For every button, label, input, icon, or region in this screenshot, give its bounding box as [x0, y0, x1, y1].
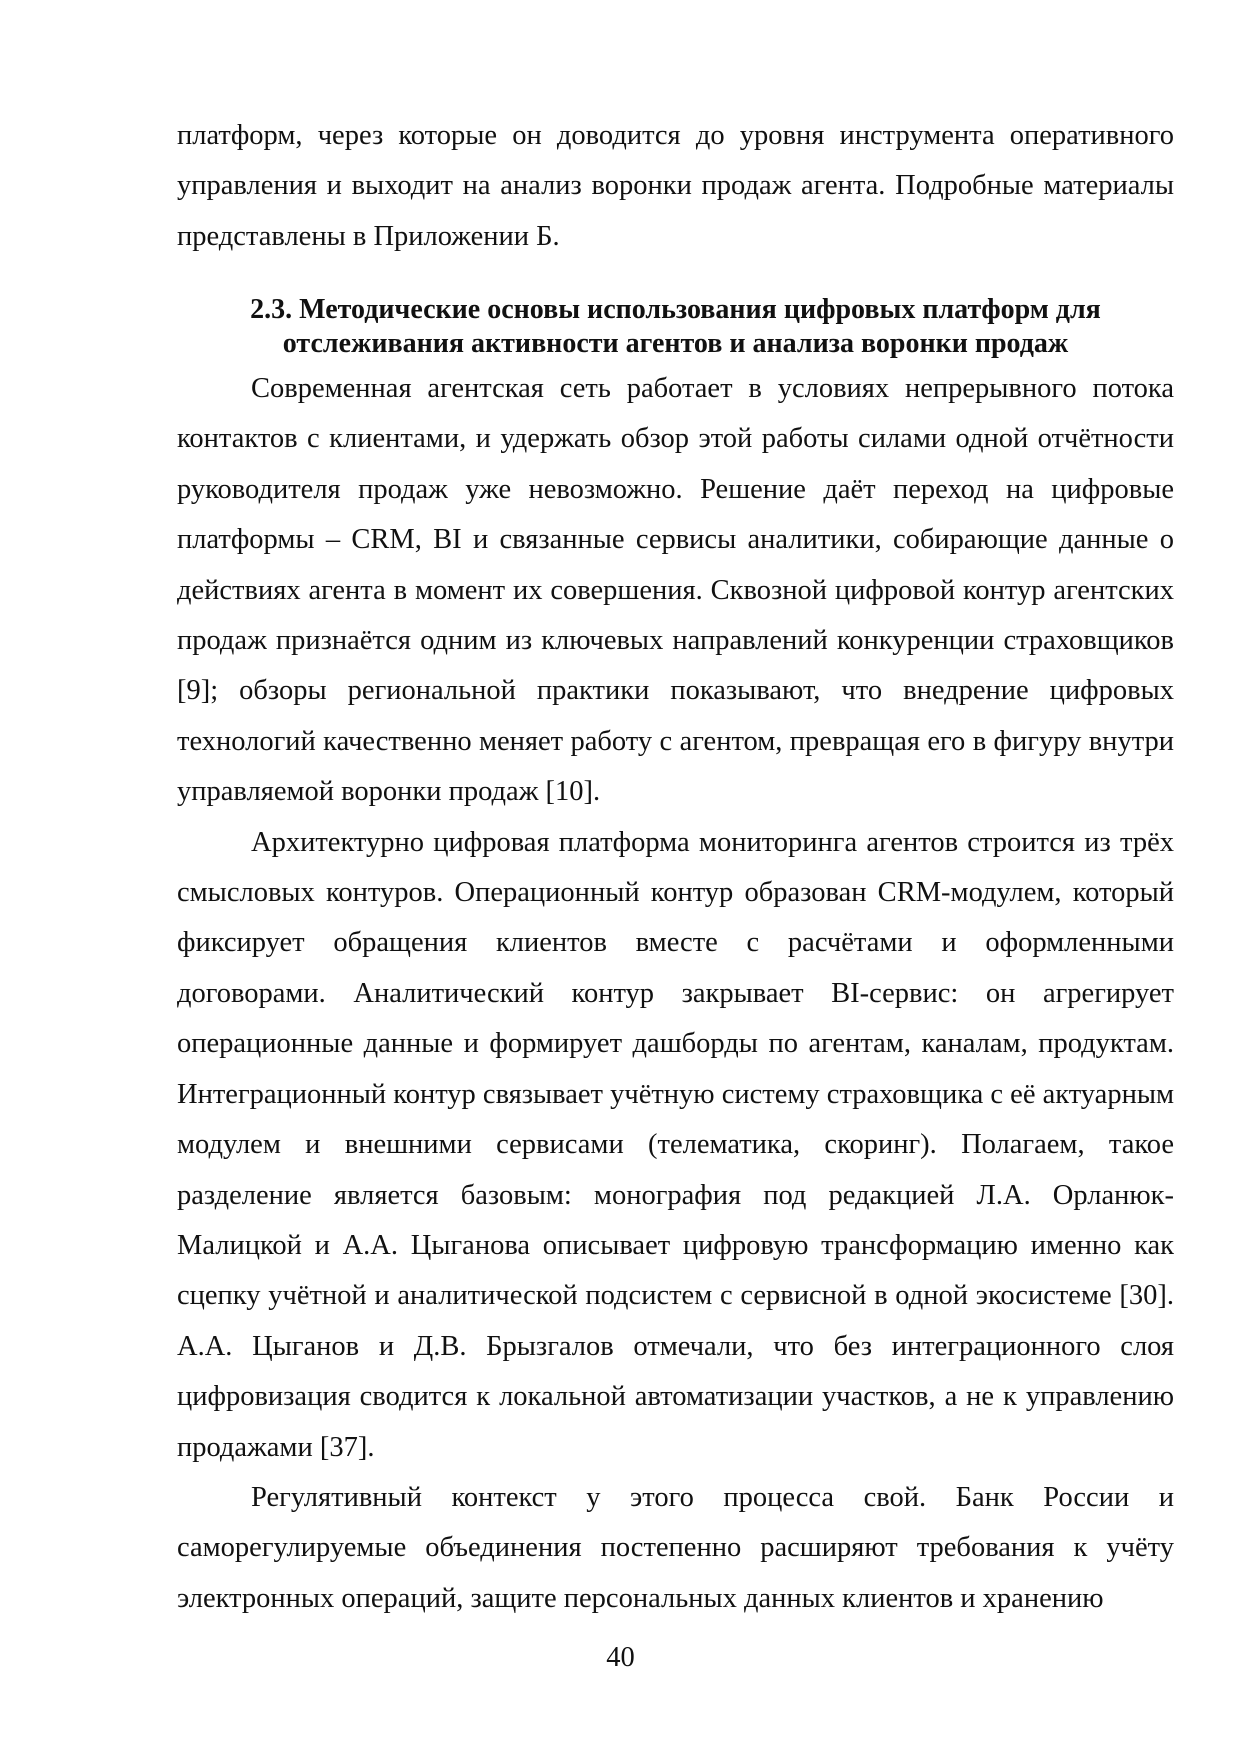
section-heading-line-1: 2.3. Методические основы использования цифровых платформ для — [250, 294, 1101, 325]
intro-text-block — [177, 111, 1174, 262]
body-paragraph-3: Регулятивный контекст у этого процесса свой. Банк России и саморегулируемые объединения постепенно расширяют требования к учёту электронных операций, защите персональных данных клиентов и хранению — [177, 1481, 1174, 1614]
section-body — [177, 364, 1174, 1624]
body-paragraph-2: Архитектурно цифровая платформа мониторинга агентов строится из трёх смысловых контуров. Операционный контур образован CRM-модулем, который фиксирует обращения клиентов вместе с расчётами и оформленными договорами. Аналитический контур закрывает BI-сервис: он агрегирует операционные данные и формирует дашборды по агентам, каналам, продуктам. Интеграционный контур связывает учётную систему страховщика с её актуарным модулем и внешними сервисами (телематика, скоринг). Полагаем, такое разделение является базовым: монография под редакцией Л.А. Орланюк-Малицкой и А.А. Цыганова описывает цифровую трансформацию именно как сцепку учётной и аналитической подсистем с сервисной в одной экосистеме [30]. А.А. Цыганов и Д.В. Брызгалов отмечали, что без интеграционного слоя цифровизация сводится к локальной автоматизации участков, а не к управлению продажами [37]. — [177, 826, 1175, 1463]
section-heading-line-2: отслеживания активности агентов и анализа воронки продаж — [282, 328, 1069, 359]
body-paragraph-1: Современная агентская сеть работает в условиях непрерывного потока контактов с клиентами, и удержать обзор этой работы силами одной отчётности руководителя продаж уже невозможно. Решение даёт переход на цифровые платформы – CRM, BI и связанные сервисы аналитики, собирающие данные о действиях агента в момент их совершения. Сквозной цифровой контур агентских продаж признаётся одним из ключевых направлений конкуренции страховщиков [9]; обзоры региональной практики показывают, что внедрение цифровых технологий качественно меняет работу с агентом, превращая его в фигуру внутри управляемой воронки продаж [10]. — [177, 373, 1174, 808]
section-heading — [177, 293, 1174, 361]
page-number: 40 — [606, 1642, 635, 1673]
intro-paragraph: платформ, через которые он доводится до уровня инструмента оперативного управления и выходит на анализ воронки продаж агента. Подробные материалы представлены в Приложении Б. — [177, 120, 1174, 252]
